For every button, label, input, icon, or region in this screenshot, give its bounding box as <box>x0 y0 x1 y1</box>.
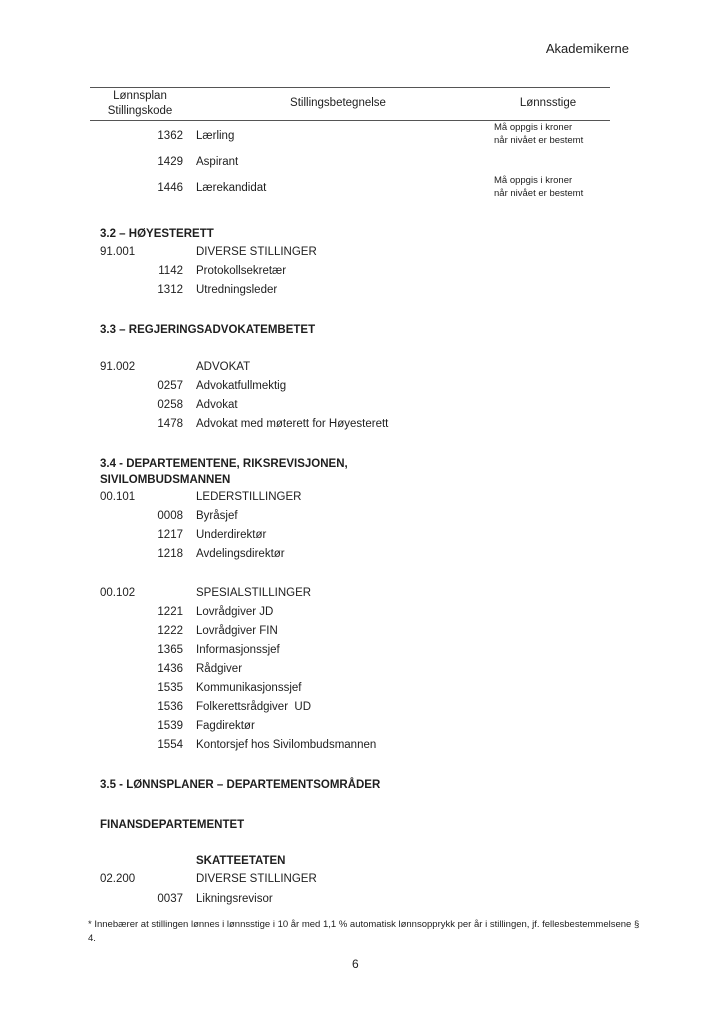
position-title: Kontorsjef hos Sivilombudsmannen <box>196 739 377 751</box>
agency-heading: SKATTEETATEN <box>196 855 286 867</box>
position-title: Likningsrevisor <box>196 893 273 905</box>
group-title: LEDERSTILLINGER <box>196 491 302 503</box>
position-code: 0257 <box>157 380 183 392</box>
position-title: Utredningsleder <box>196 284 278 296</box>
position-code: 1478 <box>157 418 183 430</box>
position-title: Advokatfullmektig <box>196 380 287 392</box>
ministry-heading: FINANSDEPARTEMENTET <box>100 819 245 831</box>
position-title: Underdirektør <box>196 529 267 541</box>
group-code: 00.101 <box>100 491 136 503</box>
table-top-rule <box>90 87 610 88</box>
position-code: 1222 <box>157 625 183 637</box>
group-title: DIVERSE STILLINGER <box>196 873 317 885</box>
page-number: 6 <box>352 957 359 971</box>
position-title: Rådgiver <box>196 663 243 675</box>
salary-note-line1: Må oppgis i kroner <box>494 122 573 133</box>
group-code: 00.102 <box>100 587 136 599</box>
section-heading-3-3: 3.3 – REGJERINGSADVOKATEMBETET <box>100 324 316 336</box>
position-title: Informasjonssjef <box>196 644 280 656</box>
position-title: Aspirant <box>196 156 239 168</box>
footnote: * Innebærer at stillingen lønnes i lønnsstige i 10 år med 1,1 % automatisk lønnsopprykk per år i stillingen, jf. fellesbestemmelsene § 4. <box>88 919 640 944</box>
section-heading-3-4-line2: SIVILOMBUDSMANNEN <box>100 474 231 486</box>
group-code: 91.001 <box>100 246 136 258</box>
group-title: SPESIALSTILLINGER <box>196 587 312 599</box>
column-header-lonnsplan <box>100 89 180 119</box>
position-title: Lærling <box>196 130 235 142</box>
position-title: Fagdirektør <box>196 720 255 732</box>
column-header-lonnsstige: Lønnsstige <box>519 97 577 109</box>
group-title: ADVOKAT <box>196 361 251 373</box>
position-title: Lærekandidat <box>196 182 267 194</box>
position-title: Byråsjef <box>196 510 238 522</box>
column-header-stillingsbetegnelse: Stillingsbetegnelse <box>290 97 386 109</box>
salary-note-line2: når nivået er bestemt <box>494 135 584 146</box>
salary-note-line1: Må oppgis i kroner <box>494 175 573 186</box>
salary-note <box>494 121 583 147</box>
section-heading-3-4-line1: 3.4 - DEPARTEMENTENE, RIKSREVISJONEN, <box>100 458 348 470</box>
position-title: Lovrådgiver FIN <box>196 625 278 637</box>
position-code: 0037 <box>157 893 183 905</box>
organization-name: Akademikerne <box>545 41 629 56</box>
column-header-lonnsplan-line1: Lønnsplan <box>113 90 167 102</box>
position-code: 1436 <box>157 663 183 675</box>
position-title: Advokat <box>196 399 238 411</box>
position-code: 1446 <box>157 182 183 194</box>
position-title: Advokat med møterett for Høyesterett <box>196 418 389 430</box>
position-code: 0008 <box>157 510 183 522</box>
position-code: 1221 <box>157 606 183 618</box>
section-heading-3-5: 3.5 - LØNNSPLANER – DEPARTEMENTSOMRÅDER <box>100 779 381 791</box>
position-title: Protokollsekretær <box>196 265 287 277</box>
position-title: Folkerettsrådgiver UD <box>196 701 312 713</box>
position-code: 1536 <box>157 701 183 713</box>
position-code: 1217 <box>157 529 183 541</box>
position-code: 1218 <box>157 548 183 560</box>
section-heading-3-4 <box>100 456 348 488</box>
position-title: Lovrådgiver JD <box>196 606 274 618</box>
group-code: 91.002 <box>100 361 136 373</box>
position-code: 1365 <box>157 644 183 656</box>
position-code: 1312 <box>157 284 183 296</box>
position-code: 1429 <box>157 156 183 168</box>
position-code: 0258 <box>157 399 183 411</box>
position-code: 1554 <box>157 739 183 751</box>
group-title: DIVERSE STILLINGER <box>196 246 317 258</box>
position-code: 1539 <box>157 720 183 732</box>
position-title: Kommunikasjonssjef <box>196 682 302 694</box>
position-code: 1535 <box>157 682 183 694</box>
salary-note <box>494 174 583 200</box>
column-header-lonnsplan-line2: Stillingskode <box>107 105 173 117</box>
section-heading-3-2: 3.2 – HØYESTERETT <box>100 228 214 240</box>
position-code: 1362 <box>157 130 183 142</box>
salary-note-line2: når nivået er bestemt <box>494 188 584 199</box>
group-code: 02.200 <box>100 873 136 885</box>
position-title: Avdelingsdirektør <box>196 548 285 560</box>
position-code: 1142 <box>158 265 183 277</box>
